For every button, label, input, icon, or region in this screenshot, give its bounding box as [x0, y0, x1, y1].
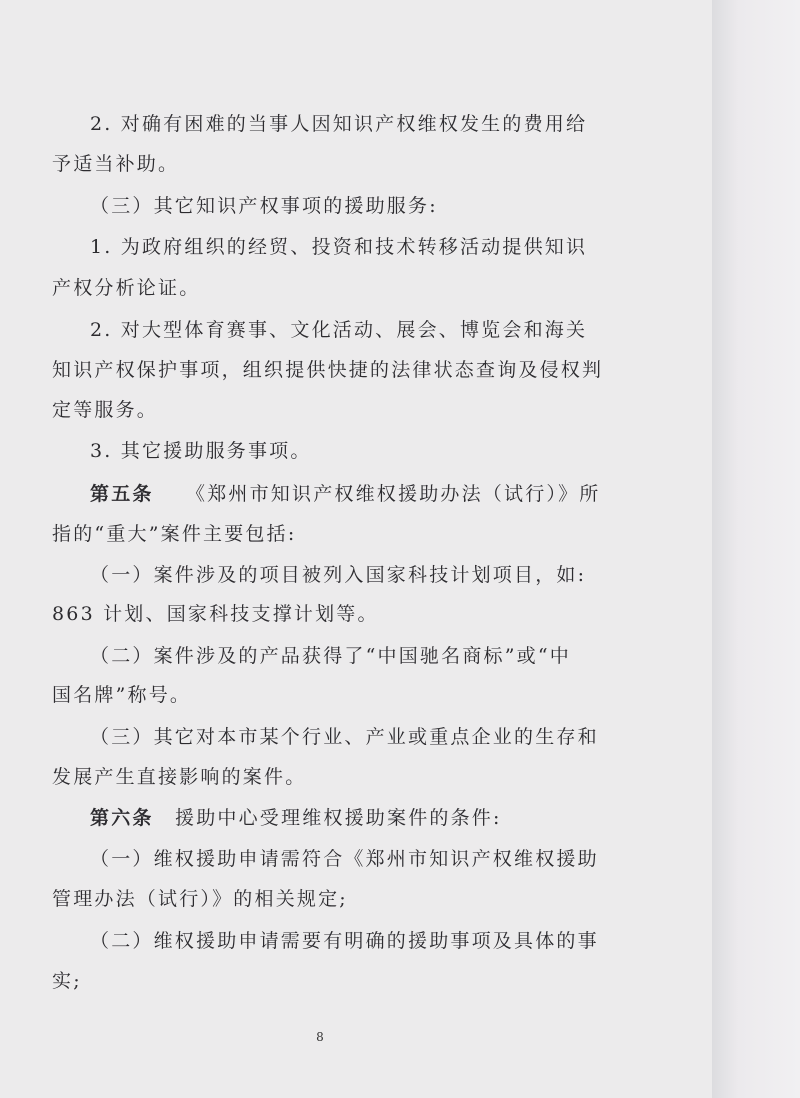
- text-line: 2. 对大型体育赛事、文化活动、展会、博览会和海关: [90, 319, 588, 341]
- text-line: （一）维权援助申请需符合《郑州市知识产权维权援助: [90, 848, 599, 870]
- text-line: 定等服务。: [52, 399, 159, 421]
- text-line: 产权分析论证。: [52, 277, 201, 299]
- text-line: 863 计划、国家科技支撑计划等。: [52, 603, 379, 625]
- text-line: （二）案件涉及的产品获得了“中国驰名商标”或“中: [90, 645, 571, 667]
- text-line: 知识产权保护事项，组织提供快捷的法律状态查询及侵权判: [52, 359, 604, 381]
- text-line: 指的“重大”案件主要包括:: [52, 523, 297, 545]
- article-heading: 第五条: [90, 483, 154, 505]
- text-line: 援助中心受理维权援助案件的条件:: [175, 807, 502, 829]
- text-line: 国名牌”称号。: [52, 684, 192, 706]
- page-edge: [712, 0, 800, 1098]
- text-line: （二）维权援助申请需要有明确的援助事项及具体的事: [90, 930, 599, 952]
- text-line: （一）案件涉及的项目被列入国家科技计划项目，如:: [90, 564, 587, 586]
- text-line: 1. 为政府组织的经贸、投资和技术转移活动提供知识: [90, 236, 588, 258]
- text-line: 管理办法（试行）》的相关规定;: [52, 888, 348, 910]
- text-line: 发展产生直接影响的案件。: [52, 766, 307, 788]
- text-line: （三）其它知识产权事项的援助服务:: [90, 195, 438, 217]
- text-line: （三）其它对本市某个行业、产业或重点企业的生存和: [90, 726, 599, 748]
- text-line: 《郑州市知识产权维权援助办法（试行）》所: [186, 483, 601, 505]
- text-line: 实;: [52, 970, 82, 992]
- article-heading: 第六条: [90, 807, 154, 829]
- page-number: 8: [316, 1030, 324, 1044]
- text-line: 2. 对确有困难的当事人因知识产权维权发生的费用给: [90, 113, 588, 135]
- text-line: 3. 其它援助服务事项。: [90, 440, 312, 462]
- text-line: 予适当补助。: [52, 153, 180, 175]
